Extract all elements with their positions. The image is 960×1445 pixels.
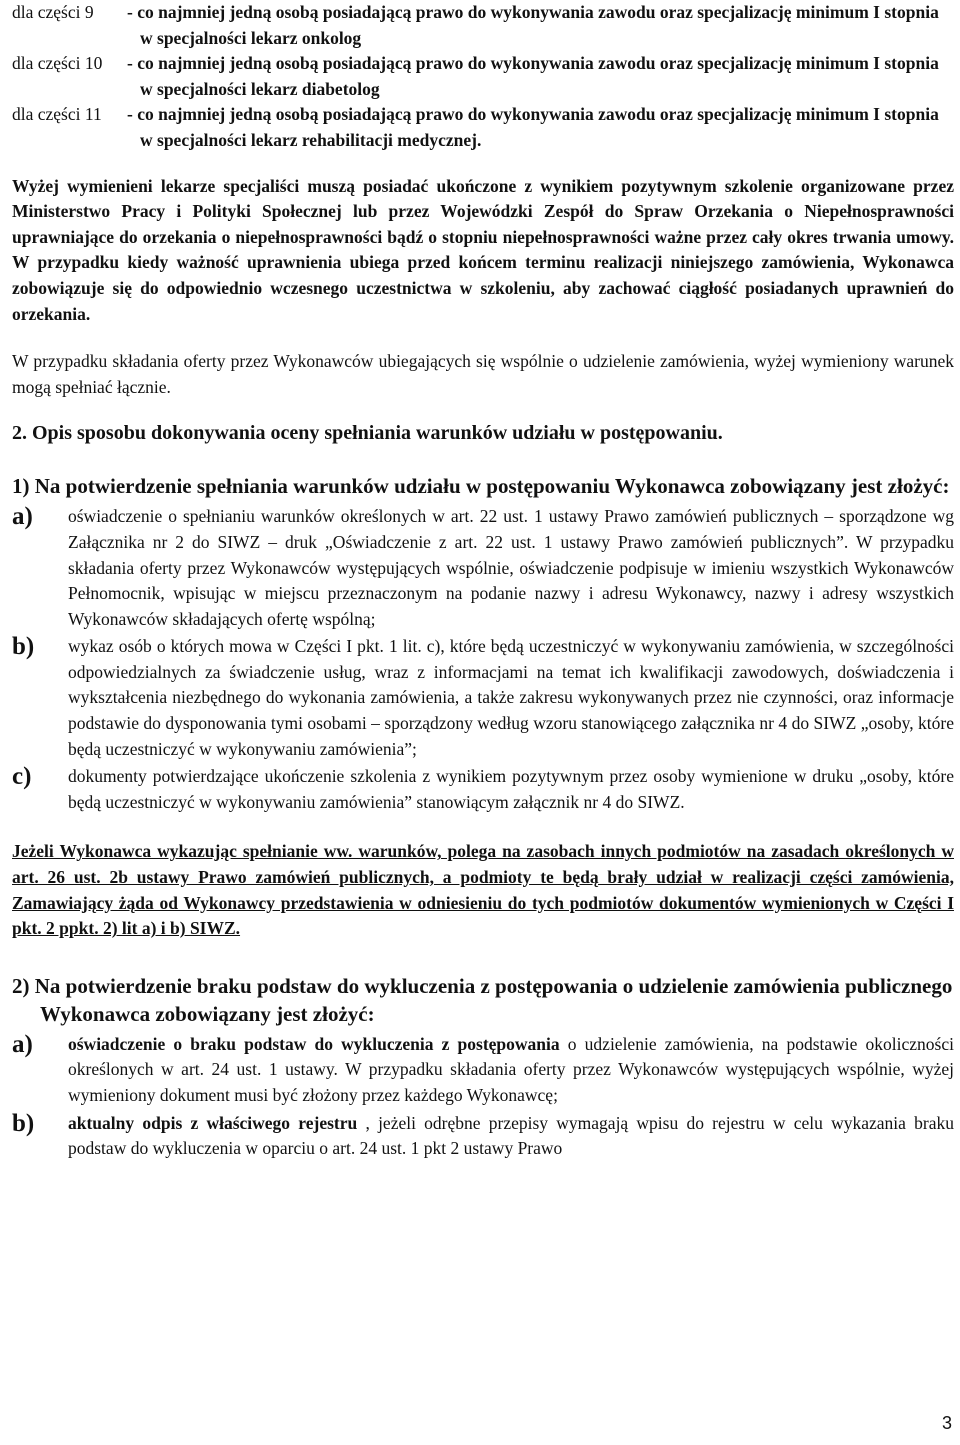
part-text: - co najmniej jedną osobą posiadającą prawo do wykonywania zawodu oraz specjalizację minimum I stopnia w specjalności lekarz onkolog	[127, 2, 939, 48]
part-text: - co najmniej jedną osobą posiadającą prawo do wykonywania zawodu oraz specjalizację minimum I stopnia w specjalności lekarz diabetolog	[127, 53, 939, 99]
specialists-training-paragraph: Wyżej wymienieni lekarze specjaliści muszą posiadać ukończone z wynikiem pozytywnym szkolenie organizowane przez Ministerstwo Pracy i Polityki Społecznej lub przez Wojewódzki Zespół do Spraw Orzekania o Niepełnosprawności uprawniające do orzekania o niepełnosprawności bądź o stopniu niepełnosprawności ważne przez cały okres trwania umowy. W przypadku kiedy ważność uprawnienia ubiega przed końcem terminu realizacji niniejszego zamówienia, Wykonawca zobowiązuje się do odpowiednio wczesnego uczestnictwa w szkoleniu, aby zachować ciągłość posiadanych uprawnień do orzekania.	[12, 175, 954, 324]
item-bold-lead: aktualny odpis z właściwego rejestru	[68, 1112, 358, 1133]
part-label: dla części 10	[12, 53, 103, 74]
part-9-requirement	[12, 0, 954, 51]
part-label: dla części 9	[12, 2, 94, 22]
section-2-heading: 2. Opis sposobu dokonywania oceny spełniania warunków udziału w postępowaniu.	[12, 422, 723, 445]
list-item	[12, 764, 954, 815]
exclusion-documents-list	[12, 1032, 954, 1162]
parts-requirements	[12, 0, 954, 154]
required-documents-list	[12, 504, 954, 815]
item-bold-lead: oświadczenie o braku podstaw do wykluczenia z postępowania	[68, 1033, 560, 1054]
subsection-1-heading: 1) Na potwierdzenie spełniania warunków udziału w postępowaniu Wykonawca zobowiązany jest złożyć:	[12, 474, 950, 499]
list-item	[12, 504, 954, 632]
subsection-2-heading: 2) Na potwierdzenie braku podstaw do wykluczenia z postępowania o udzielenie zamówienia publicznego Wykonawca zobowiązany jest złożyć:	[12, 973, 953, 1026]
item-letter: a)	[12, 503, 33, 531]
part-label: dla części 11	[12, 104, 102, 125]
item-rest: , jeżeli odrębne przepisy wymagają wpisu do rejestru w celu wykazania braku podstaw do wykluczenia w oparciu o art. 24 ust. 1 pkt 2 ustawy Prawo	[68, 1112, 955, 1159]
part-text: - co najmniej jedną osobą posiadającą prawo do wykonywania zawodu oraz specjalizację minimum I stopnia w specjalności lekarz rehabilitacji medycznej.	[127, 104, 939, 150]
part-11-requirement	[12, 102, 954, 153]
item-text	[68, 1032, 954, 1109]
item-letter: a)	[12, 1030, 33, 1058]
joint-offer-paragraph: W przypadku składania oferty przez Wykonawców ubiegających się wspólnie o udzielenie zamówienia, wyżej wymieniony warunek mogą spełniać łącznie.	[12, 351, 954, 397]
item-text: dokumenty potwierdzające ukończenie szkolenia z wynikiem pozytywnym przez osoby wymienione w druku „osoby, które będą uczestniczyć w wykonywaniu zamówienia” stanowiącym załącznik nr 4 do SIWZ.	[68, 766, 954, 812]
item-text: wykaz osób o których mowa w Części I pkt. 1 lit. c), które będą uczestniczyć w wykonywaniu zamówienia, w szczególności odpowiedzialnych za świadczenie usług, wraz z informacjami na temat ich kwalifikacji zawodowych, doświadczenia i wykształcenia niezbędnego do wykonania zamówienia, a także zakresu wykonywanych przez nie czynności, oraz informacje podstawie do dysponowania tymi osobami – sporządzony według wzoru stanowiącego załącznika nr 4 do SIWZ „osoby, które będą uczestniczyć w wykonywaniu zamówienia”;	[68, 636, 954, 759]
part-10-requirement	[12, 51, 954, 102]
item-letter: c)	[12, 763, 32, 791]
item-text	[68, 1111, 954, 1162]
third-party-resources-paragraph: Jeżeli Wykonawca wykazując spełnianie ww. warunków, polega na zasobach innych podmiotów na zasadach określonych w art. 26 ust. 2b ustawy Prawo zamówień publicznych, a podmioty te będą brały udział w realizacji części zamówienia, Zamawiający żąda od Wykonawcy przedstawienia w odniesieniu do tych podmiotów dokumentów wymienionych w Części I pkt. 2 ppkt. 2) lit a) i b) SIWZ.	[12, 841, 954, 939]
item-text: oświadczenie o spełnianiu warunków określonych w art. 22 ust. 1 ustawy Prawo zamówień publicznych – sporządzone wg Załącznika nr 2 do SIWZ – druk „Oświadczenie z art. 22 ust. 1 ustawy Prawo zamówień publicznych”. W przypadku składania oferty przez Wykonawców występujących wspólnie, oświadczenie podpisuje w imieniu wszystkich Wykonawców Pełnomocnik, wpisując w miejscu przeznaczonym na podanie nazwy i adresu Wykonawcy, nazwy i adresy wszystkich Wykonawców składających ofertę wspólną;	[68, 506, 954, 629]
list-item	[12, 1032, 954, 1109]
page-number: 3	[941, 1413, 952, 1434]
list-item	[12, 634, 954, 762]
item-letter: b)	[12, 1109, 35, 1137]
list-item	[12, 1111, 954, 1162]
item-letter: b)	[12, 633, 35, 661]
item-rest: o udzielenie zamówienia, na podstawie okoliczności określonych w art. 24 ust. 1 ustawy. W przypadku składania oferty przez Wykonawców występujących wspólnie, wyżej wymieniony dokument musi być złożony przez każdego Wykonawcę;	[68, 1033, 954, 1105]
